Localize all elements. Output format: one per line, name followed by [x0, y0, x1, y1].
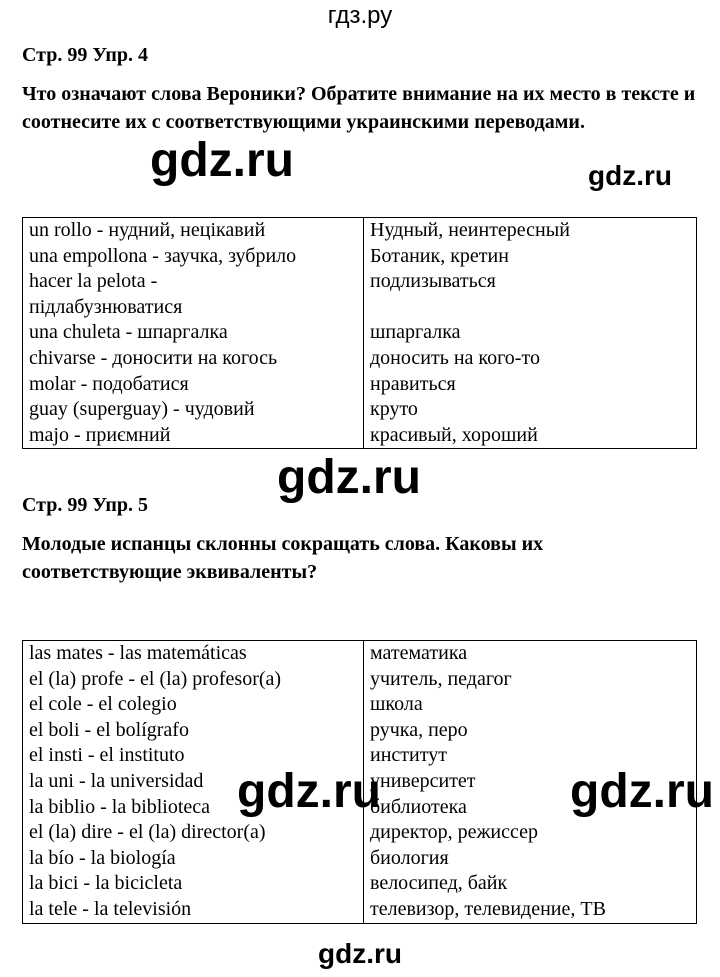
term-cell: chivarse - доносити на когось [23, 346, 364, 372]
table-row [23, 372, 697, 398]
table-row [23, 871, 697, 897]
term-cell: el insti - el instituto [23, 743, 364, 769]
translation-cell: биология [364, 846, 697, 872]
table-row [23, 320, 697, 346]
translation-cell: библиотека [364, 795, 697, 821]
translation-cell: красивый, хороший [364, 423, 697, 449]
watermark: gdz.ru [588, 160, 672, 191]
translation-cell: математика [364, 641, 697, 667]
translation-cell: велосипед, байк [364, 871, 697, 897]
table-row [23, 820, 697, 846]
table-row [23, 423, 697, 449]
table-row [23, 897, 697, 923]
exercise-5-instruction: Молодые испанцы склонны сокращать слова. Каковы их соответствующие эквиваленты? [22, 533, 544, 583]
table-row [23, 244, 697, 270]
watermark: gdz.ru [570, 765, 714, 818]
translation-cell: учитель, педагог [364, 667, 697, 693]
translation-cell: Нудный, неинтересный [364, 218, 697, 244]
translation-cell: нравиться [364, 372, 697, 398]
watermark: gdz.ru [237, 765, 381, 818]
table-row [23, 218, 697, 244]
translation-cell: Ботаник, кретин [364, 244, 697, 270]
term-cell: una chuleta - шпаргалка [23, 320, 364, 346]
table-row [23, 846, 697, 872]
table-row [23, 718, 697, 744]
exercise-4-heading: Стр. 99 Упр. 4 [22, 44, 149, 66]
translation-cell: телевизор, телевидение, ТВ [364, 897, 697, 923]
table-row [23, 295, 697, 321]
term-cell: molar - подобатися [23, 372, 364, 398]
table-row [23, 346, 697, 372]
translation-cell: университет [364, 769, 697, 795]
term-cell: el (la) dire - el (la) director(a) [23, 820, 364, 846]
table-row [23, 641, 697, 667]
term-cell: la uni - la universidad [23, 769, 364, 795]
exercise-5-heading: Стр. 99 Упр. 5 [22, 494, 149, 516]
term-cell: hacer la pelota - [23, 269, 364, 295]
exercise-4-table [22, 217, 697, 449]
term-cell: el (la) profe - el (la) profesor(a) [23, 667, 364, 693]
term-cell: підлабузнюватися [23, 295, 364, 321]
term-cell: la bici - la bicicleta [23, 871, 364, 897]
term-cell: la tele - la televisión [23, 897, 364, 923]
exercise-4-instruction: Что означают слова Вероники? Обратите внимание на их место в тексте и соотнесите их с соответствующими украинскими переводами. [22, 83, 696, 133]
term-cell: un rollo - нудний, нецікавий [23, 218, 364, 244]
term-cell: las mates - las matemáticas [23, 641, 364, 667]
table-row [23, 397, 697, 423]
term-cell: majo - приємний [23, 423, 364, 449]
translation-cell: институт [364, 743, 697, 769]
term-cell: la bío - la biología [23, 846, 364, 872]
site-header: гдз.ру [327, 2, 393, 29]
term-cell: la biblio - la biblioteca [23, 795, 364, 821]
table-row [23, 269, 697, 295]
term-cell: el boli - el bolígrafo [23, 718, 364, 744]
term-cell: una empollona - заучка, зубрило [23, 244, 364, 270]
watermark: gdz.ru [150, 134, 294, 187]
translation-cell: шпаргалка [364, 320, 697, 346]
translation-cell: директор, режиссер [364, 820, 697, 846]
table-row [23, 692, 697, 718]
translation-cell: подлизываться [364, 269, 697, 295]
watermark: gdz.ru [277, 451, 421, 504]
term-cell: el cole - el colegio [23, 692, 364, 718]
translation-cell: доносить на кого-то [364, 346, 697, 372]
translation-cell [364, 295, 697, 321]
term-cell: guay (superguay) - чудовий [23, 397, 364, 423]
site-footer: gdz.ru [318, 938, 402, 969]
translation-cell: школа [364, 692, 697, 718]
translation-cell: круто [364, 397, 697, 423]
translation-cell: ручка, перо [364, 718, 697, 744]
table-row [23, 667, 697, 693]
